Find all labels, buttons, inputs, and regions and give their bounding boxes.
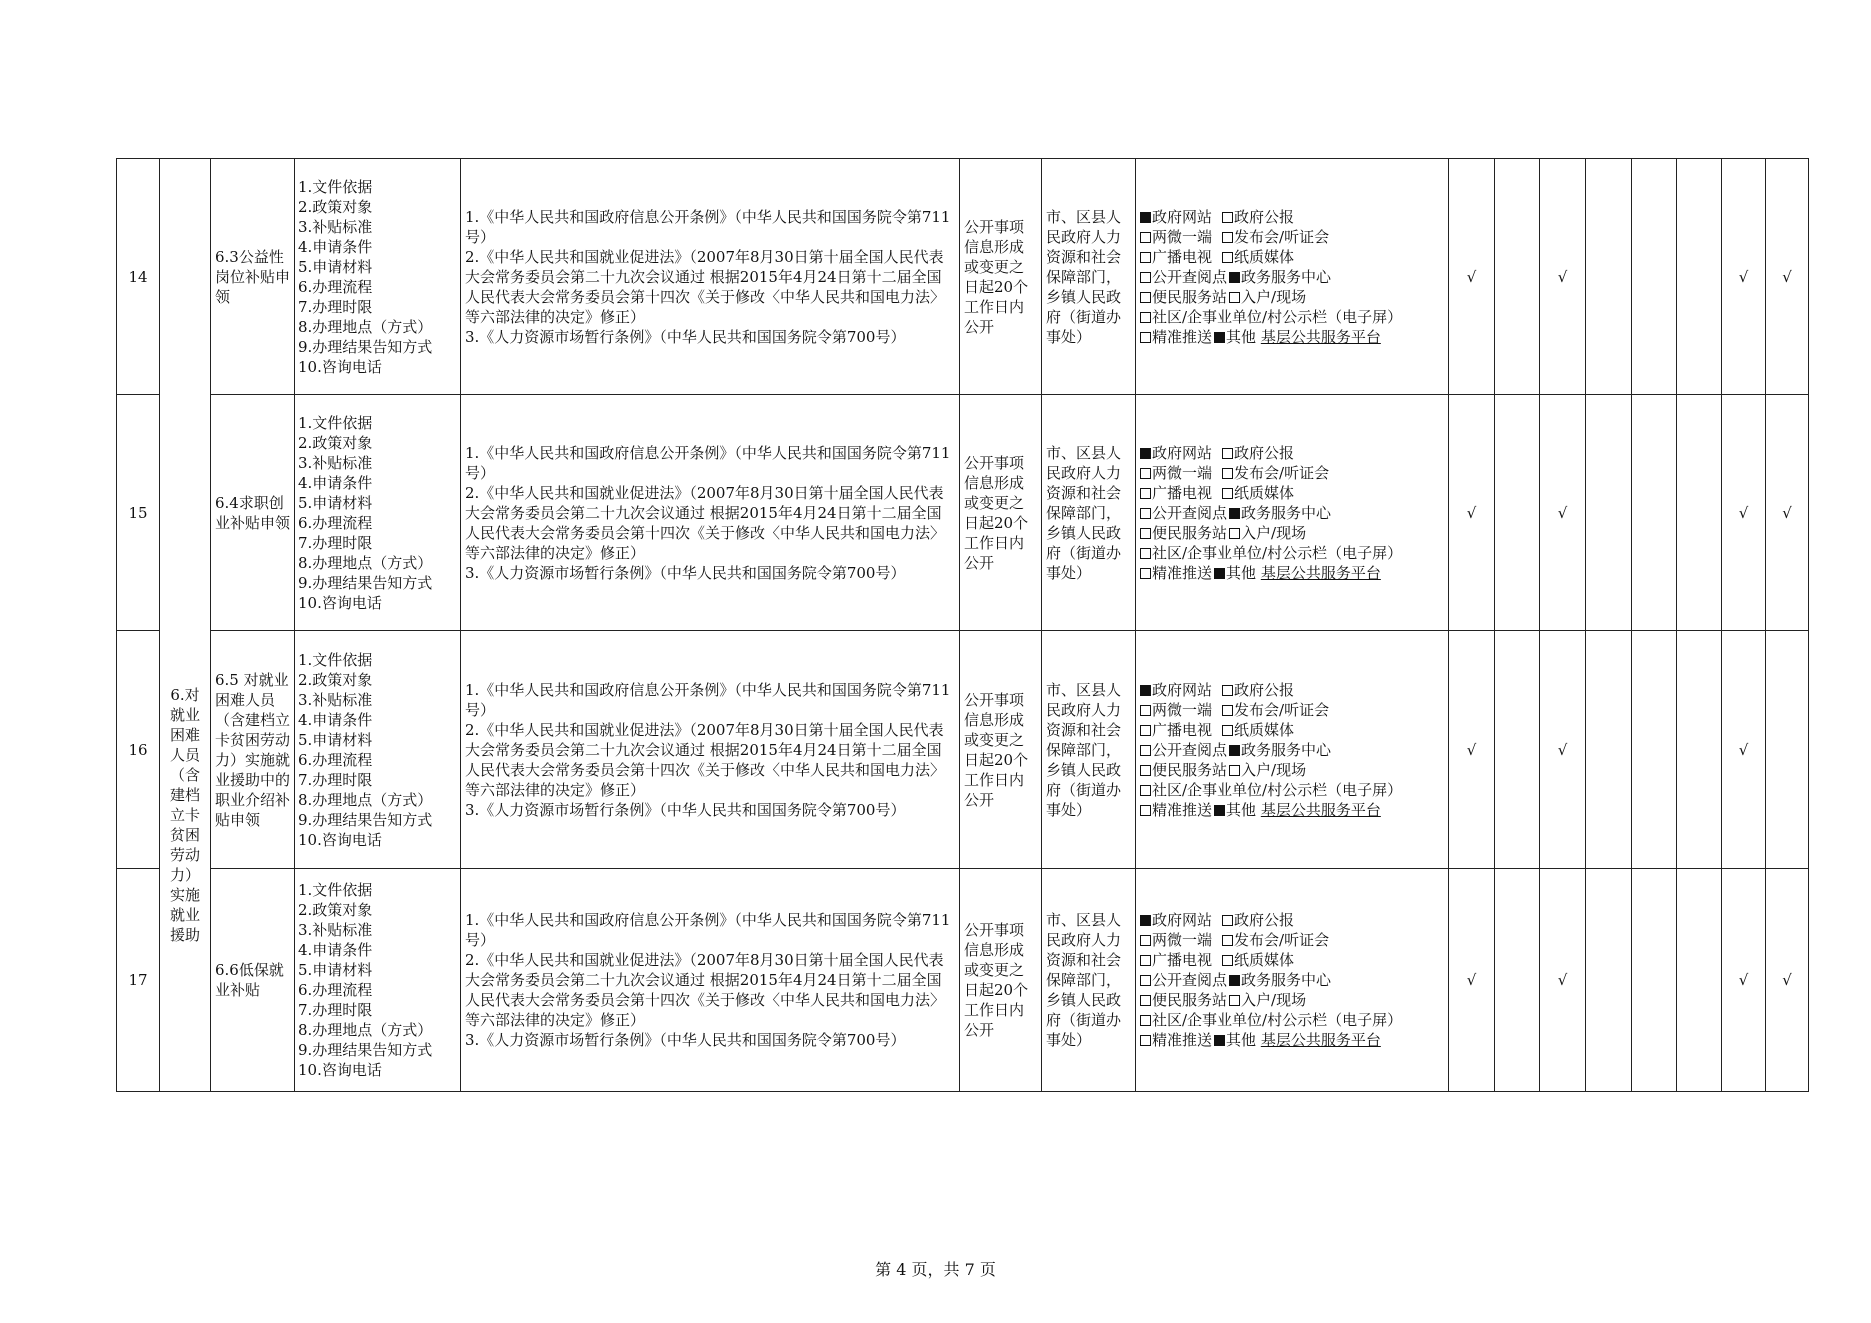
time-limit: 公开事项信息形成或变更之日起20个工作日内公开 [960,869,1042,1092]
check-cell [1766,869,1809,1092]
gov-service-center-checkbox-icon [1229,745,1240,756]
content-item: 2.政策对象 [298,901,373,919]
content-item: 4.申请条件 [298,473,373,492]
wechat-weibo-app-checkbox-icon [1140,935,1151,946]
responsible-department: 市、区县人民政府人力资源和社会保障部门，乡镇人民政府（街道办事处） [1042,159,1136,395]
check-cell [1449,395,1495,631]
convenience-station-label: 便民服务站 [1152,760,1228,779]
content-item: 9.办理结果告知方式 [298,810,433,829]
content-item: 6.办理流程 [298,981,373,999]
gov-service-center-checkbox-icon [1229,272,1240,283]
responsible-department: 市、区县人民政府人力资源和社会保障部门，乡镇人民政府（街道办事处） [1042,631,1136,869]
other-label: 其他 [1226,1031,1257,1049]
content-item: 2.政策对象 [298,433,373,452]
print-media-checkbox-icon [1222,955,1233,966]
bulletin-board-checkbox-icon [1140,785,1151,796]
check-cell [1722,159,1766,395]
other-checkbox-icon [1214,332,1225,343]
print-media-checkbox-icon [1222,488,1233,499]
basis-line: 3.《人力资源市场暂行条例》（中华人民共和国国务院令第700号） [465,1031,906,1049]
press-hearing-checkbox-icon [1222,935,1233,946]
other-checkbox-icon [1214,1035,1225,1046]
content-item: 7.办理时限 [298,533,373,552]
content-item: 8.办理地点（方式） [298,553,433,572]
targeted-push-checkbox-icon [1140,568,1151,579]
checkmark: √ [1557,971,1568,989]
public-reading-point-checkbox-icon [1140,745,1151,756]
basis-line: 3.《人力资源市场暂行条例》（中华人民共和国国务院令第700号） [465,327,906,346]
disclosure-channels [1136,869,1449,1092]
content-item: 3.补贴标准 [298,217,373,236]
basis-line: 2.《中华人民共和国就业促进法》（2007年8月30日第十届全国人民代表大会常务委员会第二十九次会议通过 根据2015年4月24日第十二届全国人民代表大会常务委员会第十四次《关于修改〈中华人民共和国电力法〉等六部法律的决定》修正） [465,247,946,326]
basis-line: 1.《中华人民共和国政府信息公开条例》（中华人民共和国国务院令第711号） [465,911,951,949]
radio-tv-label: 广播电视 [1152,483,1213,502]
other-detail: 基层公共服务平台 [1260,1031,1381,1049]
gov-gazette-checkbox-icon [1222,915,1233,926]
check-cell [1449,159,1495,395]
gov-service-center-label: 政务服务中心 [1241,503,1332,522]
row-number: 15 [117,395,160,631]
checkmark: √ [1782,971,1792,989]
content-item: 10.咨询电话 [298,593,382,612]
time-limit: 公开事项信息形成或变更之日起20个工作日内公开 [960,395,1042,631]
press-hearing-label: 发布会/听证会 [1234,700,1330,719]
check-cell [1722,869,1766,1092]
bulletin-board-label: 社区/企事业单位/村公示栏（电子屏） [1152,1011,1403,1029]
gov-website-label: 政府网站 [1152,680,1213,699]
gov-gazette-checkbox-icon [1222,212,1233,223]
public-reading-point-label: 公开查阅点 [1152,740,1228,759]
content-item: 5.申请材料 [298,730,373,749]
targeted-push-label: 精准推送 [1152,327,1213,346]
item-name: 6.6低保就业补贴 [211,869,295,1092]
checkmark: √ [1466,267,1477,286]
other-label: 其他 [1226,800,1257,819]
content-items [295,395,461,631]
door-to-door-checkbox-icon [1229,995,1240,1006]
public-reading-point-label: 公开查阅点 [1152,503,1228,522]
targeted-push-label: 精准推送 [1152,563,1213,582]
gov-service-center-label: 政务服务中心 [1241,740,1332,759]
print-media-checkbox-icon [1222,725,1233,736]
checkmark: √ [1557,503,1568,522]
radio-tv-label: 广播电视 [1152,720,1213,739]
check-cell [1586,395,1632,631]
content-item: 6.办理流程 [298,513,373,532]
convenience-station-label: 便民服务站 [1152,523,1228,542]
gov-gazette-label: 政府公报 [1234,911,1295,929]
public-reading-point-checkbox-icon [1140,272,1151,283]
category-cell [160,159,211,1092]
wechat-weibo-app-label: 两微一端 [1152,463,1213,482]
check-cell [1722,631,1766,869]
door-to-door-label: 入户/现场 [1241,523,1307,542]
public-reading-point-checkbox-icon [1140,508,1151,519]
row-number: 17 [117,869,160,1092]
check-cell [1632,395,1677,631]
content-item: 8.办理地点（方式） [298,317,433,336]
other-checkbox-icon [1214,805,1225,816]
public-reading-point-checkbox-icon [1140,975,1151,986]
row-number: 14 [117,159,160,395]
content-item: 6.办理流程 [298,277,373,296]
radio-tv-checkbox-icon [1140,252,1151,263]
targeted-push-label: 精准推送 [1152,1031,1213,1049]
targeted-push-checkbox-icon [1140,805,1151,816]
check-cell [1632,159,1677,395]
gov-service-center-checkbox-icon [1229,975,1240,986]
check-cell [1586,159,1632,395]
bulletin-board-checkbox-icon [1140,312,1151,323]
check-cell [1632,869,1677,1092]
content-item: 5.申请材料 [298,257,373,276]
table-row [117,869,1809,1092]
press-hearing-label: 发布会/听证会 [1234,931,1330,949]
content-item: 4.申请条件 [298,710,373,729]
content-item: 1.文件依据 [298,881,373,899]
checkmark: √ [1466,740,1477,759]
gov-service-center-label: 政务服务中心 [1241,267,1332,286]
gov-website-checkbox-icon [1140,448,1151,459]
press-hearing-label: 发布会/听证会 [1234,227,1330,246]
content-item: 3.补贴标准 [298,690,373,709]
check-cell [1677,159,1722,395]
time-limit: 公开事项信息形成或变更之日起20个工作日内公开 [960,159,1042,395]
content-item: 6.办理流程 [298,750,373,769]
check-cell [1586,869,1632,1092]
item-name: 6.3公益性岗位补贴申领 [211,159,295,395]
door-to-door-label: 入户/现场 [1241,287,1307,306]
check-cell [1540,631,1586,869]
gov-website-checkbox-icon [1140,915,1151,926]
other-label: 其他 [1226,563,1257,582]
radio-tv-checkbox-icon [1140,725,1151,736]
basis-line: 1.《中华人民共和国政府信息公开条例》（中华人民共和国国务院令第711号） [465,207,951,246]
content-items [295,631,461,869]
responsible-department: 市、区县人民政府人力资源和社会保障部门，乡镇人民政府（街道办事处） [1042,869,1136,1092]
content-item: 1.文件依据 [298,177,373,196]
check-cell [1766,159,1809,395]
checkmark: √ [1466,503,1477,522]
check-cell [1766,395,1809,631]
wechat-weibo-app-label: 两微一端 [1152,931,1213,949]
content-item: 1.文件依据 [298,650,373,669]
legal-basis [461,159,960,395]
targeted-push-checkbox-icon [1140,332,1151,343]
checkmark: √ [1557,267,1568,286]
radio-tv-checkbox-icon [1140,955,1151,966]
content-item: 5.申请材料 [298,961,373,979]
page-footer: 第 4 页，共 7 页 [875,1260,996,1279]
check-cell [1449,869,1495,1092]
gov-gazette-label: 政府公报 [1234,680,1295,699]
wechat-weibo-app-label: 两微一端 [1152,227,1213,246]
other-checkbox-icon [1214,568,1225,579]
check-cell [1677,395,1722,631]
content-item: 5.申请材料 [298,493,373,512]
gov-service-center-label: 政务服务中心 [1241,971,1332,989]
table-row [117,159,1809,395]
targeted-push-checkbox-icon [1140,1035,1151,1046]
convenience-station-checkbox-icon [1140,292,1151,303]
responsible-department: 市、区县人民政府人力资源和社会保障部门，乡镇人民政府（街道办事处） [1042,395,1136,631]
content-item: 9.办理结果告知方式 [298,337,433,356]
disclosure-channels [1136,631,1449,869]
check-cell [1540,159,1586,395]
targeted-push-label: 精准推送 [1152,800,1213,819]
disclosure-channels [1136,395,1449,631]
checkmark: √ [1738,503,1749,522]
check-cell [1766,631,1809,869]
content-item: 4.申请条件 [298,237,373,256]
gov-service-center-checkbox-icon [1229,508,1240,519]
basis-line: 3.《人力资源市场暂行条例》（中华人民共和国国务院令第700号） [465,800,906,819]
checkmark: √ [1782,267,1792,286]
checkmark: √ [1738,267,1749,286]
disclosure-table [116,158,1809,1092]
checkmark: √ [1557,740,1568,759]
content-item: 9.办理结果告知方式 [298,573,433,592]
bulletin-board-label: 社区/企事业单位/村公示栏（电子屏） [1152,543,1403,562]
press-hearing-checkbox-icon [1222,468,1233,479]
convenience-station-label: 便民服务站 [1152,991,1228,1009]
convenience-station-checkbox-icon [1140,765,1151,776]
convenience-station-checkbox-icon [1140,995,1151,1006]
other-detail: 基层公共服务平台 [1260,800,1381,819]
content-item: 3.补贴标准 [298,453,373,472]
bulletin-board-label: 社区/企事业单位/村公示栏（电子屏） [1152,780,1403,799]
gov-website-checkbox-icon [1140,685,1151,696]
legal-basis [461,395,960,631]
content-item: 7.办理时限 [298,297,373,316]
print-media-label: 纸质媒体 [1234,720,1295,739]
basis-line: 1.《中华人民共和国政府信息公开条例》（中华人民共和国国务院令第711号） [465,443,951,482]
print-media-label: 纸质媒体 [1234,483,1295,502]
check-cell [1722,395,1766,631]
check-cell [1449,631,1495,869]
radio-tv-label: 广播电视 [1152,247,1213,266]
content-item: 9.办理结果告知方式 [298,1041,433,1059]
row-number: 16 [117,631,160,869]
content-item: 8.办理地点（方式） [298,1021,433,1039]
bulletin-board-checkbox-icon [1140,1015,1151,1026]
gov-website-label: 政府网站 [1152,207,1213,226]
other-detail: 基层公共服务平台 [1260,327,1381,346]
category-label: 6.对就业困难人员（含建档立卡贫困劳动力）实施就业援助 [169,686,200,944]
content-item: 10.咨询电话 [298,830,382,849]
public-reading-point-label: 公开查阅点 [1152,267,1228,286]
basis-line: 1.《中华人民共和国政府信息公开条例》（中华人民共和国国务院令第711号） [465,680,951,719]
time-limit: 公开事项信息形成或变更之日起20个工作日内公开 [960,631,1042,869]
content-item: 2.政策对象 [298,197,373,216]
print-media-checkbox-icon [1222,252,1233,263]
content-item: 7.办理时限 [298,1001,373,1019]
check-cell [1632,631,1677,869]
bulletin-board-checkbox-icon [1140,548,1151,559]
content-item: 1.文件依据 [298,413,373,432]
press-hearing-checkbox-icon [1222,705,1233,716]
door-to-door-checkbox-icon [1229,765,1240,776]
door-to-door-label: 入户/现场 [1241,760,1307,779]
content-item: 3.补贴标准 [298,921,373,939]
item-name: 6.4求职创业补贴申领 [211,395,295,631]
door-to-door-checkbox-icon [1229,528,1240,539]
radio-tv-label: 广播电视 [1152,951,1213,969]
item-name: 6.5 对就业困难人员（含建档立卡贫困劳动力）实施就业援助中的职业介绍补贴申领 [211,631,295,869]
check-cell [1495,869,1540,1092]
convenience-station-checkbox-icon [1140,528,1151,539]
content-item: 10.咨询电话 [298,1061,382,1079]
content-item: 10.咨询电话 [298,357,382,376]
gov-gazette-checkbox-icon [1222,685,1233,696]
disclosure-channels [1136,159,1449,395]
print-media-label: 纸质媒体 [1234,247,1295,266]
press-hearing-label: 发布会/听证会 [1234,463,1330,482]
table-row [117,631,1809,869]
public-reading-point-label: 公开查阅点 [1152,971,1228,989]
basis-line: 3.《人力资源市场暂行条例》（中华人民共和国国务院令第700号） [465,563,906,582]
check-cell [1540,395,1586,631]
content-item: 8.办理地点（方式） [298,790,433,809]
gov-website-label: 政府网站 [1152,443,1213,462]
wechat-weibo-app-checkbox-icon [1140,232,1151,243]
check-cell [1540,869,1586,1092]
check-cell [1586,631,1632,869]
content-item: 2.政策对象 [298,670,373,689]
check-cell [1677,631,1722,869]
other-label: 其他 [1226,327,1257,346]
check-cell [1495,159,1540,395]
basis-line: 2.《中华人民共和国就业促进法》（2007年8月30日第十届全国人民代表大会常务委员会第二十九次会议通过 根据2015年4月24日第十二届全国人民代表大会常务委员会第十四次《关于修改〈中华人民共和国电力法〉等六部法律的决定》修正） [465,951,946,1029]
content-item: 4.申请条件 [298,941,373,959]
door-to-door-checkbox-icon [1229,292,1240,303]
basis-line: 2.《中华人民共和国就业促进法》（2007年8月30日第十届全国人民代表大会常务委员会第二十九次会议通过 根据2015年4月24日第十二届全国人民代表大会常务委员会第十四次《关于修改〈中华人民共和国电力法〉等六部法律的决定》修正） [465,483,946,562]
gov-website-label: 政府网站 [1152,911,1213,929]
door-to-door-label: 入户/现场 [1241,991,1307,1009]
checkmark: √ [1738,740,1749,759]
content-item: 7.办理时限 [298,770,373,789]
gov-gazette-label: 政府公报 [1234,443,1295,462]
other-detail: 基层公共服务平台 [1260,563,1381,582]
legal-basis [461,869,960,1092]
wechat-weibo-app-checkbox-icon [1140,705,1151,716]
gov-website-checkbox-icon [1140,212,1151,223]
wechat-weibo-app-checkbox-icon [1140,468,1151,479]
convenience-station-label: 便民服务站 [1152,287,1228,306]
gov-gazette-checkbox-icon [1222,448,1233,459]
checkmark: √ [1738,971,1749,989]
basis-line: 2.《中华人民共和国就业促进法》（2007年8月30日第十届全国人民代表大会常务委员会第二十九次会议通过 根据2015年4月24日第十二届全国人民代表大会常务委员会第十四次《关于修改〈中华人民共和国电力法〉等六部法律的决定》修正） [465,720,946,799]
checkmark: √ [1466,971,1477,989]
content-items [295,869,461,1092]
content-items [295,159,461,395]
radio-tv-checkbox-icon [1140,488,1151,499]
check-cell [1495,395,1540,631]
legal-basis [461,631,960,869]
print-media-label: 纸质媒体 [1234,951,1295,969]
gov-gazette-label: 政府公报 [1234,207,1295,226]
press-hearing-checkbox-icon [1222,232,1233,243]
wechat-weibo-app-label: 两微一端 [1152,700,1213,719]
table-row [117,395,1809,631]
bulletin-board-label: 社区/企事业单位/村公示栏（电子屏） [1152,307,1403,326]
check-cell [1677,869,1722,1092]
checkmark: √ [1782,503,1792,522]
check-cell [1495,631,1540,869]
